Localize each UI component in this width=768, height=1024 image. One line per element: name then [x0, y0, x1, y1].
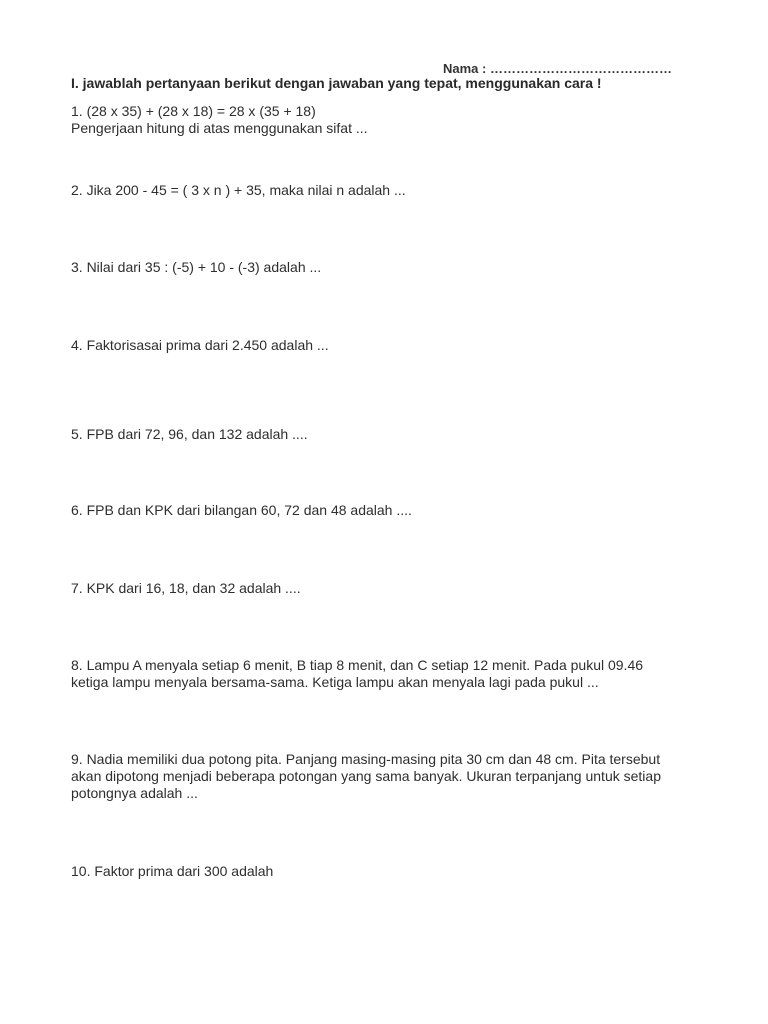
question-9-line-3: potongnya adalah ... [71, 785, 198, 801]
question-3 [71, 259, 711, 276]
question-7-line-1: 7. KPK dari 16, 18, dan 32 adalah .... [71, 580, 301, 596]
question-7 [71, 580, 711, 597]
question-2 [71, 182, 711, 199]
question-1 [71, 103, 711, 137]
instruction-heading: I. jawablah pertanyaan berikut dengan jawaban yang tepat, menggunakan cara ! [71, 75, 602, 91]
question-1-line-1: 1. (28 x 35) + (28 x 18) = 28 x (35 + 18) [71, 103, 316, 119]
question-4-line-1: 4. Faktorisasai prima dari 2.450 adalah ... [71, 337, 329, 353]
question-10-line-1: 10. Faktor prima dari 300 adalah [71, 863, 274, 879]
question-8 [71, 657, 711, 691]
name-field-line: Nama : …………………………………… [443, 61, 672, 76]
question-9-line-1: 9. Nadia memiliki dua potong pita. Panjang masing-masing pita 30 cm dan 48 cm. Pita tersebut [71, 751, 661, 767]
question-4 [71, 337, 711, 354]
question-8-line-2: ketiga lampu menyala bersama-sama. Ketiga lampu akan menyala lagi pada pukul ... [71, 674, 599, 690]
question-5 [71, 426, 711, 443]
question-3-line-1: 3. Nilai dari 35 : (-5) + 10 - (-3) adalah ... [71, 259, 322, 275]
question-10 [71, 863, 711, 880]
question-6-line-1: 6. FPB dan KPK dari bilangan 60, 72 dan 48 adalah .... [71, 502, 412, 518]
question-9 [71, 751, 711, 802]
question-5-line-1: 5. FPB dari 72, 96, dan 132 adalah .... [71, 426, 308, 442]
question-2-line-1: 2. Jika 200 - 45 = ( 3 x n ) + 35, maka nilai n adalah ... [71, 182, 406, 198]
question-9-line-2: akan dipotong menjadi beberapa potongan yang sama banyak. Ukuran terpanjang untuk setiap [71, 768, 661, 784]
question-1-line-2: Pengerjaan hitung di atas menggunakan sifat ... [71, 120, 368, 136]
question-8-line-1: 8. Lampu A menyala setiap 6 menit, B tiap 8 menit, dan C setiap 12 menit. Pada pukul 09.46 [71, 657, 644, 673]
question-6 [71, 502, 711, 519]
